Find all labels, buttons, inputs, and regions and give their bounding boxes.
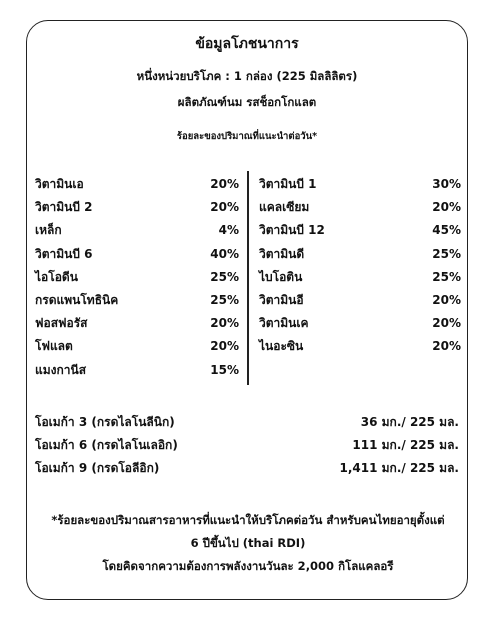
vitamin-row — [35, 173, 239, 196]
vitamin-name: แมงกานีส — [35, 362, 87, 377]
vitamin-row — [35, 359, 239, 382]
vitamin-name: ฟอสฟอรัส — [35, 316, 88, 331]
omega-row — [35, 411, 459, 434]
footnote-line-3: โดยคิดจากความต้องการพลังงานวันละ 2,000 กิโลแคลอรี — [102, 559, 394, 573]
vitamin-value: 20% — [432, 339, 461, 354]
vitamin-list-right — [259, 173, 461, 359]
vitamin-value: 20% — [432, 292, 461, 307]
vitamin-name: ไนอะซิน — [259, 339, 304, 354]
rdi-note: ร้อยละของปริมาณที่แนะนำต่อวัน* — [176, 131, 318, 142]
vitamin-row — [259, 335, 461, 358]
vitamin-value: 15% — [210, 362, 239, 377]
vitamin-value: 20% — [210, 316, 239, 331]
vitamin-value: 25% — [210, 269, 239, 284]
vitamin-name: กรดแพนโทธินิค — [35, 292, 119, 307]
vitamin-name: วิตามินบี 12 — [259, 223, 325, 238]
vitamin-name: แคลเซียม — [259, 200, 310, 215]
vitamin-row — [259, 196, 461, 219]
vitamin-name: วิตามินบี 1 — [259, 177, 317, 191]
vitamin-row — [259, 219, 461, 242]
vitamin-name: วิตามินเค — [259, 316, 309, 331]
vitamin-value: 25% — [432, 246, 461, 261]
vitamin-row — [259, 243, 461, 266]
omega-name: โอเมก้า 3 (กรดไลโนลีนิก) — [35, 415, 175, 429]
vitamin-row — [259, 173, 461, 196]
vitamin-value: 40% — [210, 246, 239, 261]
vitamin-value: 25% — [210, 292, 239, 307]
vitamin-name: ไอโอดีน — [35, 269, 78, 284]
vitamin-name: วิตามินอี — [259, 292, 304, 307]
omega-name: โอเมก้า 9 (กรดโอลีอิก) — [35, 461, 160, 475]
column-divider — [247, 171, 249, 385]
vitamin-name: วิตามินบี 6 — [35, 246, 93, 261]
vitamin-value: 25% — [432, 269, 461, 284]
vitamin-value: 20% — [432, 200, 461, 215]
vitamin-row — [35, 312, 239, 335]
vitamin-name: วิตามินดี — [259, 246, 305, 261]
omega-list — [35, 411, 459, 480]
nutrition-facts-panel — [26, 20, 468, 600]
vitamin-value: 20% — [210, 200, 239, 215]
vitamin-list-left — [35, 173, 239, 382]
vitamin-value: 20% — [210, 339, 239, 354]
vitamin-row — [259, 289, 461, 312]
vitamin-row — [259, 312, 461, 335]
product-name: ผลิตภัณฑ์นม รสช็อกโกแลต — [177, 95, 317, 109]
vitamin-name: เหล็ก — [35, 223, 62, 238]
vitamin-value: 45% — [432, 223, 461, 238]
omega-value: 111 มก./ 225 มล. — [352, 438, 459, 452]
vitamin-row — [35, 266, 239, 289]
nutrition-title: ข้อมูลโภชนาการ — [195, 36, 299, 52]
vitamin-name: วิตามินบี 2 — [35, 200, 93, 215]
vitamin-value: 20% — [432, 316, 461, 331]
omega-name: โอเมก้า 6 (กรดไลโนเลอิก) — [35, 438, 178, 452]
vitamin-name: วิตามินเอ — [35, 177, 84, 191]
vitamin-row — [35, 335, 239, 358]
vitamin-name: โฟแลต — [35, 339, 73, 354]
vitamin-row — [35, 289, 239, 312]
vitamin-value: 20% — [210, 177, 239, 191]
vitamin-value: 30% — [432, 177, 461, 191]
omega-value: 1,411 มก./ 225 มล. — [339, 461, 459, 475]
footnote — [35, 509, 461, 578]
serving-size: หนึ่งหน่วยบริโภค : 1 กล่อง (225 มิลลิลิตร) — [136, 69, 358, 83]
omega-value: 36 มก./ 225 มล. — [360, 415, 459, 429]
vitamin-row — [35, 243, 239, 266]
vitamin-row — [35, 196, 239, 219]
vitamin-row — [259, 266, 461, 289]
footnote-line-2: 6 ปีขึ้นไป (thai RDI) — [190, 536, 306, 550]
footnote-line-1: *ร้อยละของปริมาณสารอาหารที่แนะนำให้บริโภคต่อวัน สำหรับคนไทยอายุตั้งแต่ — [51, 513, 445, 527]
omega-row — [35, 434, 459, 457]
vitamin-name: ไบโอติน — [259, 269, 303, 284]
vitamin-row — [35, 219, 239, 242]
vitamin-value: 4% — [218, 223, 239, 238]
omega-row — [35, 457, 459, 480]
